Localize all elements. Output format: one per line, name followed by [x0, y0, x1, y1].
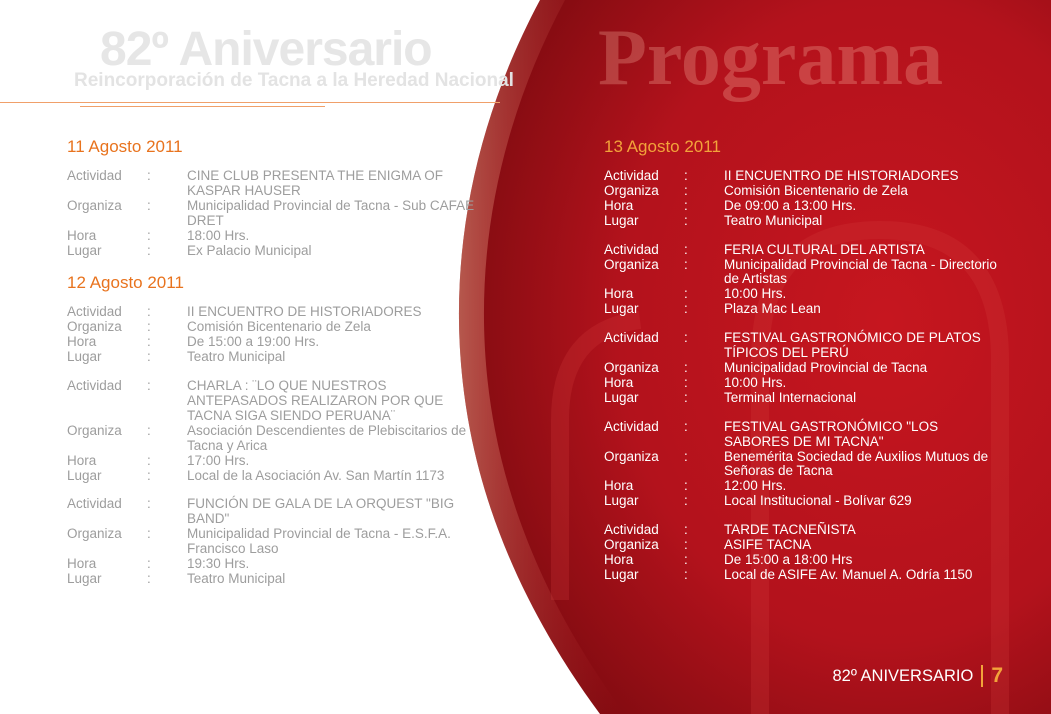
event-row-time — [67, 557, 487, 572]
row-label: Organiza — [67, 526, 122, 542]
row-value: Local de la Asociación Av. San Martín 1173 — [187, 467, 445, 483]
event-row-organizer — [604, 450, 1004, 480]
row-separator: : — [147, 349, 151, 365]
row-separator: : — [147, 304, 151, 320]
row-value: Teatro Municipal — [187, 570, 286, 586]
row-label: Hora — [67, 334, 97, 350]
row-separator: : — [147, 556, 151, 572]
row-separator: : — [684, 418, 688, 434]
row-value: CINE CLUB PRESENTA THE ENIGMA OF KASPAR HAUSER — [187, 168, 444, 198]
row-separator: : — [684, 448, 688, 464]
row-separator: : — [147, 319, 151, 335]
header-divider-short — [80, 106, 325, 107]
row-label: Lugar — [604, 212, 639, 228]
event-row-time — [604, 199, 1004, 214]
row-separator: : — [684, 566, 688, 582]
event-row-activity — [604, 331, 1004, 361]
row-label: Hora — [67, 556, 97, 572]
anniversary-subtitle: Reincorporación de Tacna a la Heredad Nacional — [74, 70, 514, 91]
event-row-place — [67, 572, 487, 587]
row-value: Ex Palacio Municipal — [187, 242, 312, 258]
row-value: 12:00 Hrs. — [724, 478, 787, 494]
row-label: Organiza — [604, 359, 659, 375]
row-value: Teatro Municipal — [724, 212, 823, 228]
event-row-organizer — [604, 184, 1004, 199]
row-separator: : — [684, 241, 688, 257]
row-separator: : — [147, 168, 151, 183]
event-row-activity — [604, 420, 1004, 450]
row-separator: : — [684, 286, 688, 302]
row-value: De 09:00 a 13:00 Hrs. — [724, 197, 857, 213]
day-date: 11 Agosto 2011 — [67, 137, 183, 156]
row-separator: : — [147, 526, 151, 542]
row-separator: : — [684, 374, 688, 390]
row-separator: : — [147, 422, 151, 438]
programa-watermark: Programa — [598, 14, 944, 102]
event-row-activity — [604, 169, 1004, 184]
row-separator: : — [684, 212, 688, 228]
row-separator: : — [147, 378, 151, 394]
row-label: Hora — [604, 478, 634, 494]
event-block — [67, 305, 487, 365]
row-label: Organiza — [604, 537, 659, 553]
row-label: Actividad — [67, 496, 122, 512]
row-separator: : — [684, 197, 688, 213]
row-separator: : — [147, 197, 151, 213]
row-value: Municipalidad Provincial de Tacna - Directorio de Artistas — [724, 256, 997, 287]
row-label: Organiza — [604, 256, 659, 272]
row-value: FERIA CULTURAL DEL ARTISTA — [724, 241, 925, 257]
row-value: 10:00 Hrs. — [724, 286, 787, 302]
row-label: Actividad — [67, 378, 122, 394]
event-row-place — [604, 302, 1004, 317]
event-row-time — [67, 454, 487, 469]
row-value: 17:00 Hrs. — [187, 452, 250, 468]
row-value: II ENCUENTRO DE HISTORIADORES — [724, 168, 959, 183]
row-separator: : — [684, 301, 688, 317]
event-row-activity — [67, 305, 487, 320]
row-separator: : — [684, 537, 688, 553]
event-row-organizer — [67, 527, 487, 557]
header-divider — [0, 102, 500, 103]
row-separator: : — [147, 452, 151, 468]
row-value: De 15:00 a 18:00 Hrs — [724, 551, 853, 567]
day-date: 13 Agosto 2011 — [604, 137, 721, 156]
event-row-activity — [67, 497, 487, 527]
day-block — [67, 272, 487, 586]
event-row-place — [604, 214, 1004, 229]
event-block — [604, 169, 1004, 229]
event-row-organizer — [67, 199, 487, 229]
row-separator: : — [147, 334, 151, 350]
row-label: Hora — [604, 374, 634, 390]
row-label: Organiza — [67, 422, 122, 438]
row-separator: : — [684, 478, 688, 494]
row-separator: : — [684, 256, 688, 272]
event-row-organizer — [604, 361, 1004, 376]
row-value: Local de ASIFE Av. Manuel A. Odría 1150 — [724, 566, 973, 582]
row-separator: : — [684, 551, 688, 567]
row-separator: : — [684, 359, 688, 375]
row-separator: : — [147, 496, 151, 512]
row-label: Lugar — [67, 349, 102, 365]
event-row-place — [604, 568, 1004, 583]
row-value: 19:30 Hrs. — [187, 556, 250, 572]
row-value: 18:00 Hrs. — [187, 227, 250, 243]
row-label: Actividad — [604, 241, 659, 257]
footer-divider — [981, 665, 983, 687]
event-block — [604, 331, 1004, 406]
row-separator: : — [684, 522, 688, 538]
row-value: Municipalidad Provincial de Tacna - Sub CAFAE DRET — [187, 197, 475, 228]
row-label: Hora — [604, 286, 634, 302]
page-number: 7 — [991, 664, 1003, 687]
row-separator: : — [147, 227, 151, 243]
event-row-place — [604, 494, 1004, 509]
event-block — [604, 420, 1004, 509]
event-block — [67, 497, 487, 586]
row-label: Hora — [67, 227, 97, 243]
left-schedule-column — [67, 136, 487, 601]
event-row-place — [67, 469, 487, 484]
row-separator: : — [684, 330, 688, 346]
event-row-place — [67, 244, 487, 259]
row-separator: : — [684, 389, 688, 405]
event-row-place — [67, 350, 487, 365]
row-label: Organiza — [67, 197, 122, 213]
row-separator: : — [684, 182, 688, 198]
row-value: Plaza Mac Lean — [724, 301, 821, 317]
row-value: CHARLA : ¨LO QUE NUESTROS ANTEPASADOS REALIZARON POR QUE TACNA SIGA SIENDO PERUANA¨ — [187, 378, 444, 423]
day-block — [67, 136, 487, 258]
row-value: II ENCUENTRO DE HISTORIADORES — [187, 304, 422, 320]
row-label: Actividad — [67, 168, 122, 183]
row-value: TARDE TACNEÑISTA — [724, 522, 856, 538]
row-label: Lugar — [604, 389, 639, 405]
event-row-time — [67, 229, 487, 244]
row-label: Lugar — [604, 566, 639, 582]
event-row-activity — [67, 379, 487, 424]
row-value: Municipalidad Provincial de Tacna — [724, 359, 928, 375]
row-separator: : — [147, 467, 151, 483]
row-value: De 15:00 a 19:00 Hrs. — [187, 334, 320, 350]
row-label: Hora — [67, 452, 97, 468]
row-value: Asociación Descendientes de Plebiscitarios de Tacna y Arica — [187, 422, 467, 453]
row-separator: : — [684, 168, 688, 183]
row-label: Organiza — [604, 448, 659, 464]
row-label: Actividad — [604, 418, 659, 434]
event-row-activity — [67, 169, 487, 199]
event-row-time — [604, 479, 1004, 494]
day-date: 12 Agosto 2011 — [67, 273, 184, 293]
row-value: Comisión Bicentenario de Zela — [187, 319, 371, 335]
event-row-organizer — [67, 320, 487, 335]
row-value: Benemérita Sociedad de Auxilios Mutuos de Señoras de Tacna — [724, 448, 989, 479]
row-label: Actividad — [604, 330, 659, 346]
day-block — [604, 136, 1004, 583]
right-schedule-column — [604, 136, 1004, 597]
event-row-time — [67, 335, 487, 350]
row-value: Teatro Municipal — [187, 349, 286, 365]
page-footer — [832, 664, 1003, 688]
row-value: Local Institucional - Bolívar 629 — [724, 493, 912, 509]
row-value: ASIFE TACNA — [724, 537, 812, 553]
row-label: Lugar — [67, 467, 102, 483]
row-label: Lugar — [67, 570, 102, 586]
row-label: Actividad — [604, 522, 659, 538]
row-value: Municipalidad Provincial de Tacna - E.S.F.A. Francisco Laso — [187, 526, 451, 557]
row-label: Actividad — [67, 304, 122, 320]
event-block — [67, 169, 487, 258]
row-value: FUNCIÓN DE GALA DE LA ORQUEST "BIG BAND" — [187, 496, 455, 527]
event-row-organizer — [604, 258, 1004, 288]
footer-text: 82º ANIVERSARIO — [832, 667, 974, 685]
row-value: 10:00 Hrs. — [724, 374, 787, 390]
event-block — [604, 243, 1004, 318]
event-block — [604, 523, 1004, 583]
row-label: Actividad — [604, 168, 659, 183]
row-label: Lugar — [604, 493, 639, 509]
row-value: Comisión Bicentenario de Zela — [724, 182, 908, 198]
row-separator: : — [147, 242, 151, 258]
event-row-time — [604, 553, 1004, 568]
row-label: Organiza — [67, 319, 122, 335]
row-value: FESTIVAL GASTRONÓMICO DE PLATOS TÍPICOS DEL PERÚ — [724, 330, 981, 361]
row-value: Terminal Internacional — [724, 389, 857, 405]
row-separator: : — [684, 493, 688, 509]
row-label: Lugar — [604, 301, 639, 317]
row-value: FESTIVAL GASTRONÓMICO "LOS SABORES DE MI TACNA" — [724, 418, 939, 449]
event-row-organizer — [67, 424, 487, 454]
row-label: Hora — [604, 197, 634, 213]
row-label: Organiza — [604, 182, 659, 198]
event-row-time — [604, 287, 1004, 302]
event-row-organizer — [604, 538, 1004, 553]
event-row-activity — [604, 523, 1004, 538]
row-label: Hora — [604, 551, 634, 567]
row-label: Lugar — [67, 242, 102, 258]
anniversary-title: 82º Aniversario — [100, 23, 432, 76]
event-row-activity — [604, 243, 1004, 258]
row-separator: : — [147, 570, 151, 586]
event-block — [67, 379, 487, 483]
event-row-time — [604, 376, 1004, 391]
event-row-place — [604, 391, 1004, 406]
